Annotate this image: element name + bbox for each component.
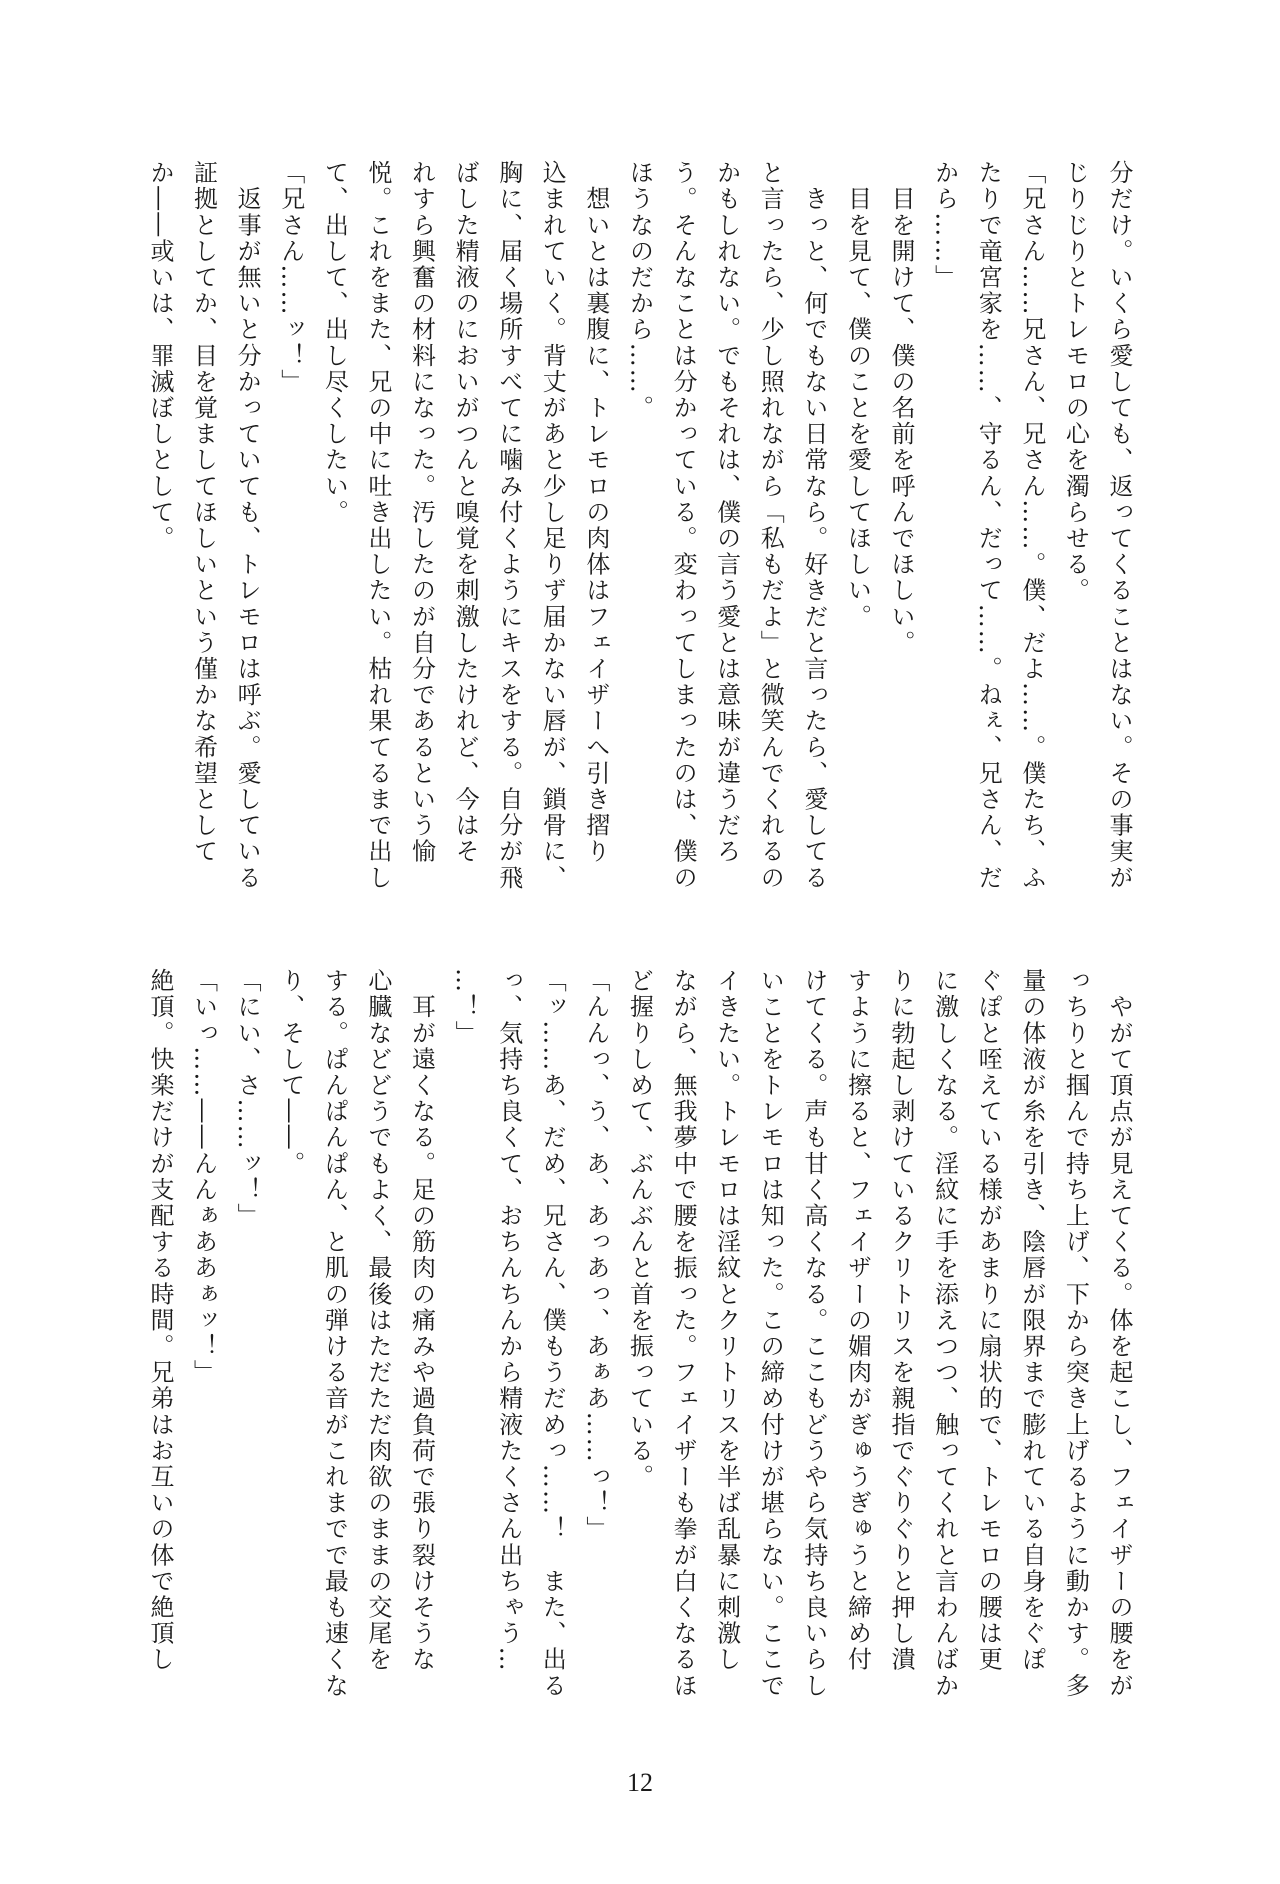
- text-column: 「兄さん……ッ！」: [276, 160, 305, 395]
- text-column: ながら、無我夢中で腰を振った。フェイザーも拳が白くなるほ: [669, 968, 698, 1699]
- text-column: 「んんっ、う、あ、あっあっ、あぁあ……っ！」: [581, 968, 610, 1543]
- page-number: 12: [627, 1768, 653, 1797]
- text-column: …！」: [451, 968, 480, 1047]
- text-column: れすら興奮の材料になった。汚したのが自分であるという愉: [407, 160, 436, 865]
- text-column: 「兄さん……兄さん、兄さん……。僕、だよ……。僕たち、ふ: [1017, 160, 1046, 891]
- text-column: から……」: [930, 160, 959, 291]
- text-column: う。そんなことは分かっている。変わってしまったのは、僕の: [669, 160, 698, 891]
- text-column: ばした精液のにおいがつんと嗅覚を刺激したけれど、今はそ: [451, 160, 480, 865]
- text-column: ぐぽと咥えている様があまりに扇状的で、トレモロの腰は更: [974, 968, 1003, 1673]
- text-column: イきたい。トレモロは淫紋とクリトリスを半ば乱暴に刺激し: [712, 968, 741, 1673]
- text-column: する。ぱんぱんぱん、と肌の弾ける音がこれまでで最も速くな: [320, 968, 349, 1699]
- text-block-bottom: [137, 968, 1140, 1708]
- text-column: かもしれない。でもそれは、僕の言う愛とは意味が違うだろ: [712, 160, 741, 865]
- text-column: じりじりとトレモロの心を濁らせる。: [1061, 160, 1090, 604]
- text-column: 絶頂。快楽だけが支配する時間。兄弟はお互いの体で絶頂し: [145, 968, 174, 1673]
- text-column: きっと、何でもない日常なら。好きだと言ったら、愛してる: [799, 160, 828, 891]
- text-column: ほうなのだから……。: [625, 160, 654, 421]
- text-column: 込まれていく。背丈があと少し足りず届かない唇が、鎖骨に、: [538, 160, 567, 891]
- text-block-top: [137, 160, 1140, 900]
- text-column: 目を見て、僕のことを愛してほしい。: [843, 160, 872, 630]
- text-column: 返事が無いと分かっていても、トレモロは呼ぶ。愛している: [233, 160, 262, 891]
- text-column: すように擦ると、フェイザーの媚肉がぎゅうぎゅうと締め付: [843, 968, 872, 1673]
- text-column: て、出して、出し尽くしたい。: [320, 160, 349, 526]
- text-column: と言ったら、少し照れながら「私もだよ」と微笑んでくれるの: [756, 160, 785, 891]
- text-column: 耳が遠くなる。足の筋肉の痛みや過負荷で張り裂けそうな: [407, 968, 436, 1673]
- text-column: 「いっ……――んんぁああぁッ！」: [189, 968, 218, 1386]
- text-column: に激しくなる。淫紋に手を添えつつ、触ってくれと言わんばか: [930, 968, 959, 1699]
- text-column: ど握りしめて、ぶんぶんと首を振っている。: [625, 968, 654, 1490]
- text-column: 「にい、さ……ッ！」: [233, 968, 262, 1229]
- text-column: いことをトレモロは知った。この締め付けが堪らない。ここで: [756, 968, 785, 1699]
- text-column: 悦。これをまた、兄の中に吐き出したい。枯れ果てるまで出し: [363, 160, 392, 891]
- text-column: り、そして――。: [276, 968, 305, 1177]
- text-column: 目を開けて、僕の名前を呼んでほしい。: [887, 160, 916, 656]
- text-column: っちりと掴んで持ち上げ、下から突き上げるように動かす。多: [1061, 968, 1090, 1699]
- text-column: 量の体液が糸を引き、陰唇が限界まで膨れている自身をぐぽ: [1017, 968, 1046, 1673]
- text-column: 心臓などどうでもよく、最後はただただ肉欲のままの交尾を: [363, 968, 392, 1673]
- text-column: 胸に、届く場所すべてに噛み付くようにキスをする。自分が飛: [494, 160, 523, 891]
- text-column: 証拠としてか、目を覚ましてほしいという僅かな希望として: [189, 160, 218, 865]
- text-column: 「ッ……あ、だめ、兄さん、僕もうだめっ……！ また、出る: [538, 968, 567, 1699]
- text-column: けてくる。声も甘く高くなる。ここもどうやら気持ち良いらし: [799, 968, 828, 1699]
- text-column: りに勃起し剥けているクリトリスを親指でぐりぐりと押し潰: [887, 968, 916, 1673]
- text-column: 想いとは裏腹に、トレモロの肉体はフェイザーへ引き摺り: [581, 160, 610, 865]
- text-column: たりで竜宮家を……、守るん、だって……。ねぇ、兄さん、だ: [974, 160, 1003, 891]
- text-column: 分だけ。いくら愛しても、返ってくることはない。その事実が: [1105, 160, 1133, 891]
- text-column: か――或いは、罪滅ぼしとして。: [145, 160, 174, 552]
- text-column: っ、気持ち良くて、おちんちんから精液たくさん出ちゃう…: [494, 968, 523, 1673]
- text-column: やがて頂点が見えてくる。体を起こし、フェイザーの腰をが: [1105, 968, 1133, 1699]
